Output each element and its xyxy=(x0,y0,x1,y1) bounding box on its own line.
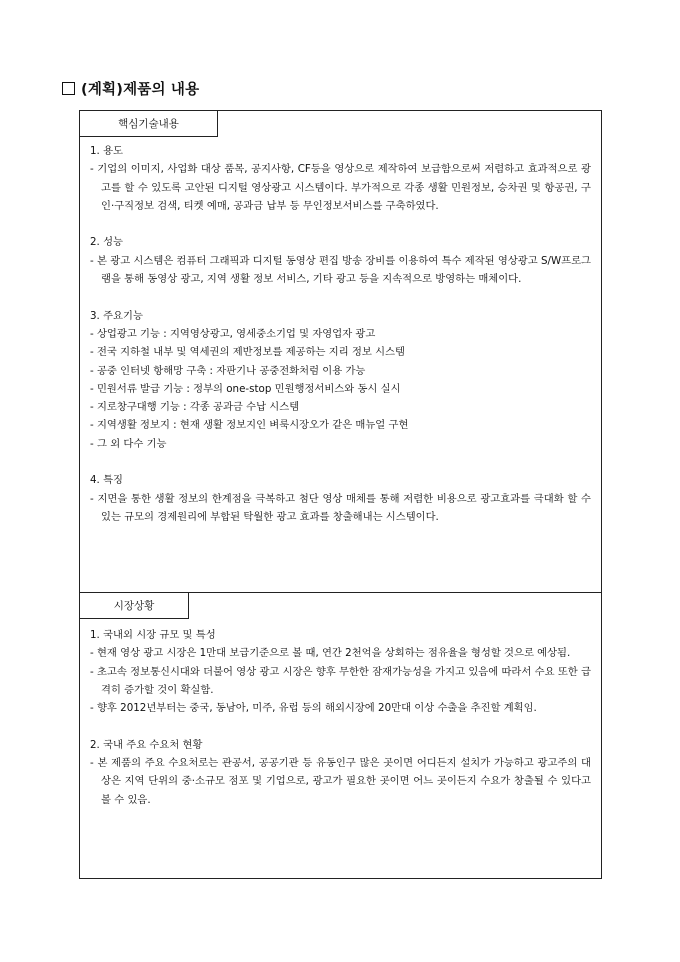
block-heading: 1. 국내외 시장 규모 및 특성 xyxy=(90,629,216,641)
block-heading: 2. 성능 xyxy=(90,236,123,249)
list-item: - 그 외 다수 기능 xyxy=(90,437,167,450)
section-tab-label: 시장상황 xyxy=(80,593,189,619)
list-item: - 전국 지하철 내부 및 역세권의 제반정보를 제공하는 지리 정보 시스템 xyxy=(90,346,405,359)
section-body xyxy=(90,626,591,809)
list-item: - 민원서류 발급 기능 : 정부의 one-stop 민원행정서비스와 동시 실시 xyxy=(90,382,401,395)
list-item: - 상업광고 기능 : 지역영상광고, 영세중소기업 및 자영업자 광고 xyxy=(90,327,376,340)
list-item: - 본 제품의 주요 수요처로는 관공서, 공공기관 등 유동인구 많은 곳이면 어디든지 설치가 가능하고 광고주의 대상은 지역 단위의 중·소규모 점포 및 기업으로, 광고가 필요한 곳이면 어느 곳이든지 수요가 창출될 수 있다고 볼 수 있음. xyxy=(90,757,591,806)
list-item: - 본 광고 시스템은 컴퓨터 그래픽과 디지털 동영상 편집 방송 장비를 이용하여 특수 제작된 영상광고 S/W프로그램을 통해 동영상 광고, 지역 생활 정보 서비스, 기타 광고 등을 지속적으로 방영하는 매체이다. xyxy=(90,254,591,286)
list-item: - 향후 2012년부터는 중국, 동남아, 미주, 유럽 등의 해외시장에 20만대 이상 수출을 추진할 계획임. xyxy=(90,702,537,715)
list-item: - 지면을 통한 생활 정보의 한계점을 극복하고 첨단 영상 매체를 통해 저렴한 비용으로 광고효과를 극대화 할 수 있는 규모의 경제원리에 부합된 탁월한 광고 효과를 창출해내는 시스템이다. xyxy=(90,492,591,523)
list-item: - 지로창구대행 기능 : 각종 공과금 수납 시스템 xyxy=(90,401,300,414)
section-tab-label: 핵심기술내용 xyxy=(80,111,218,137)
block-heading: 2. 국내 주요 수요처 현황 xyxy=(90,738,203,751)
block-heading: 3. 주요기능 xyxy=(90,309,143,322)
checkbox-square-icon xyxy=(62,82,75,95)
block-heading: 4. 특징 xyxy=(90,474,123,487)
list-item: - 기업의 이미지, 사업화 대상 품목, 공지사항, CF등을 영상으로 제작하여 보급함으로써 저렴하고 효과적으로 광고를 할 수 있도록 고안된 디지털 영상광고 시스템이다. 부가적으로 각종 생활 민원정보, 승차권 및 항공권, 구인·구직정보 검색, 티켓 예매, 공과금 납부 등 무인정보서비스를 구축하였다. xyxy=(90,163,591,212)
page-title xyxy=(62,78,199,99)
list-item: - 공중 인터넷 항해망 구축 : 자판기나 공중전화처럼 이용 가능 xyxy=(90,364,366,377)
page-title-text: (계획)제품의 내용 xyxy=(81,82,200,98)
section-core-technology xyxy=(79,110,602,593)
list-item: - 지역생활 정보지 : 현재 생활 정보지인 벼룩시장오가 같은 매뉴얼 구현 xyxy=(90,419,409,432)
block-heading: 1. 용도 xyxy=(90,145,123,157)
section-market-status xyxy=(79,593,602,879)
list-item: - 현재 영상 광고 시장은 1만대 보급기준으로 볼 때, 연간 2천억을 상회하는 점유율을 형성할 것으로 예상됨. xyxy=(90,647,571,660)
section-body xyxy=(90,142,591,526)
list-item: - 초고속 정보통신시대와 더불어 영상 광고 시장은 향후 무한한 잠재가능성을 가지고 있음에 따라서 수요 또한 급격히 증가할 것이 확실함. xyxy=(90,665,591,696)
